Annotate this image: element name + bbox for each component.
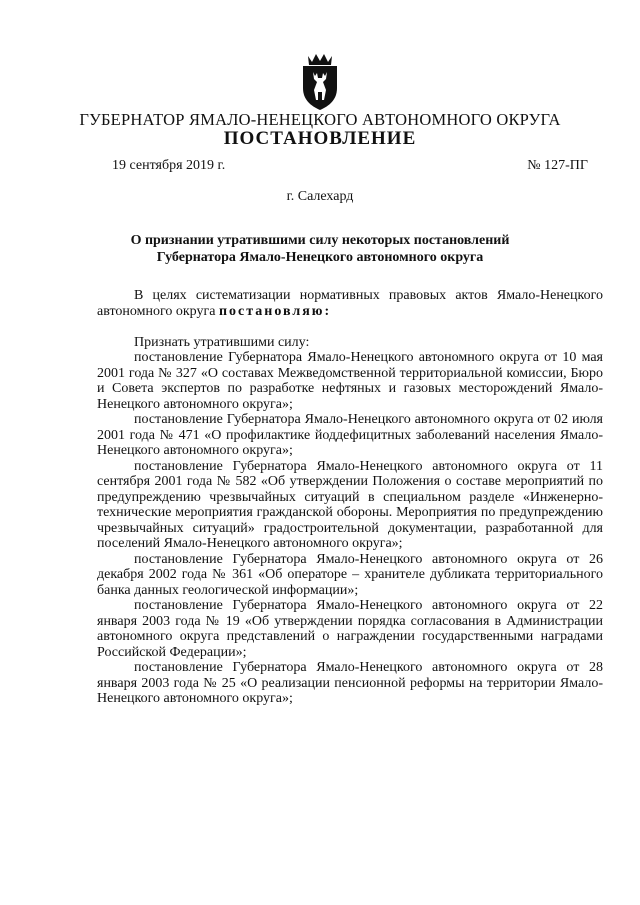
document-title-line-2: Губернатора Ямало-Ненецкого автономного округа [156, 250, 484, 265]
repealed-item: постановление Губернатора Ямало-Ненецкого автономного округа от 28 января 2003 года № 25 «О реализации пенсионной реформы на территории Ямало-Ненецкого автономного округа»; [97, 660, 603, 706]
coat-of-arms-icon [296, 52, 344, 112]
document-number: № 127-ПГ [527, 158, 588, 173]
preamble-resolve: постановляю: [218, 303, 332, 319]
document-body [97, 288, 603, 707]
repealed-item: постановление Губернатора Ямало-Ненецкого автономного округа от 02 июля 2001 года № 471 «О профилактике йоддефицитных заболеваний населения Ямало-Ненецкого автономного округа»; [97, 412, 603, 458]
preamble-paragraph [97, 288, 603, 319]
document-date: 19 сентября 2019 г. [112, 158, 226, 173]
document-city: г. Салехард [286, 189, 354, 204]
repealed-item: постановление Губернатора Ямало-Ненецкого автономного округа от 26 декабря 2002 года № 361 «Об операторе – хранителе дубликата территориального банка данных геологической информации»; [97, 551, 603, 598]
repealed-item: постановление Губернатора Ямало-Ненецкого автономного округа от 11 сентября 2001 года № 582 «Об утверждении Положения о составе мероприятий по предупреждению чрезвычайных ситуаций в специальном разделе «Инженерно-технические мероприятия гражданской обороны. Мероприятия по предупреждению чрезвычайных ситуаций» градостроительной документации, разработанной для поселений Ямало-Ненецкого автономного округа»; [97, 458, 603, 551]
lead-paragraph: Признать утратившими силу: [134, 334, 310, 350]
document-type: ПОСТАНОВЛЕНИЕ [223, 128, 417, 149]
paragraph-spacer [97, 319, 603, 335]
issuing-authority: ГУБЕРНАТОР ЯМАЛО-НЕНЕЦКОГО АВТОНОМНОГО ОКРУГА [79, 110, 561, 129]
document-title [80, 232, 560, 266]
document-title-line-1: О признании утратившими силу некоторых постановлений [130, 233, 510, 248]
preamble-text: В целях систематизации нормативных правовых актов Ямало-Ненецкого автономного округа [97, 288, 603, 319]
repealed-item: постановление Губернатора Ямало-Ненецкого автономного округа от 22 января 2003 года № 19 «Об утверждении порядка согласования в Администрации автономного округа представлений о награждении государственными наградами Российской Федерации»; [97, 598, 603, 660]
repealed-item: постановление Губернатора Ямало-Ненецкого автономного округа от 10 мая 2001 года № 327 «О составах Межведомственной территориальной комиссии, Бюро и Совета экспертов по разработке нефтяных и газовых месторождений Ямало-Ненецкого автономного округа»; [97, 350, 603, 412]
